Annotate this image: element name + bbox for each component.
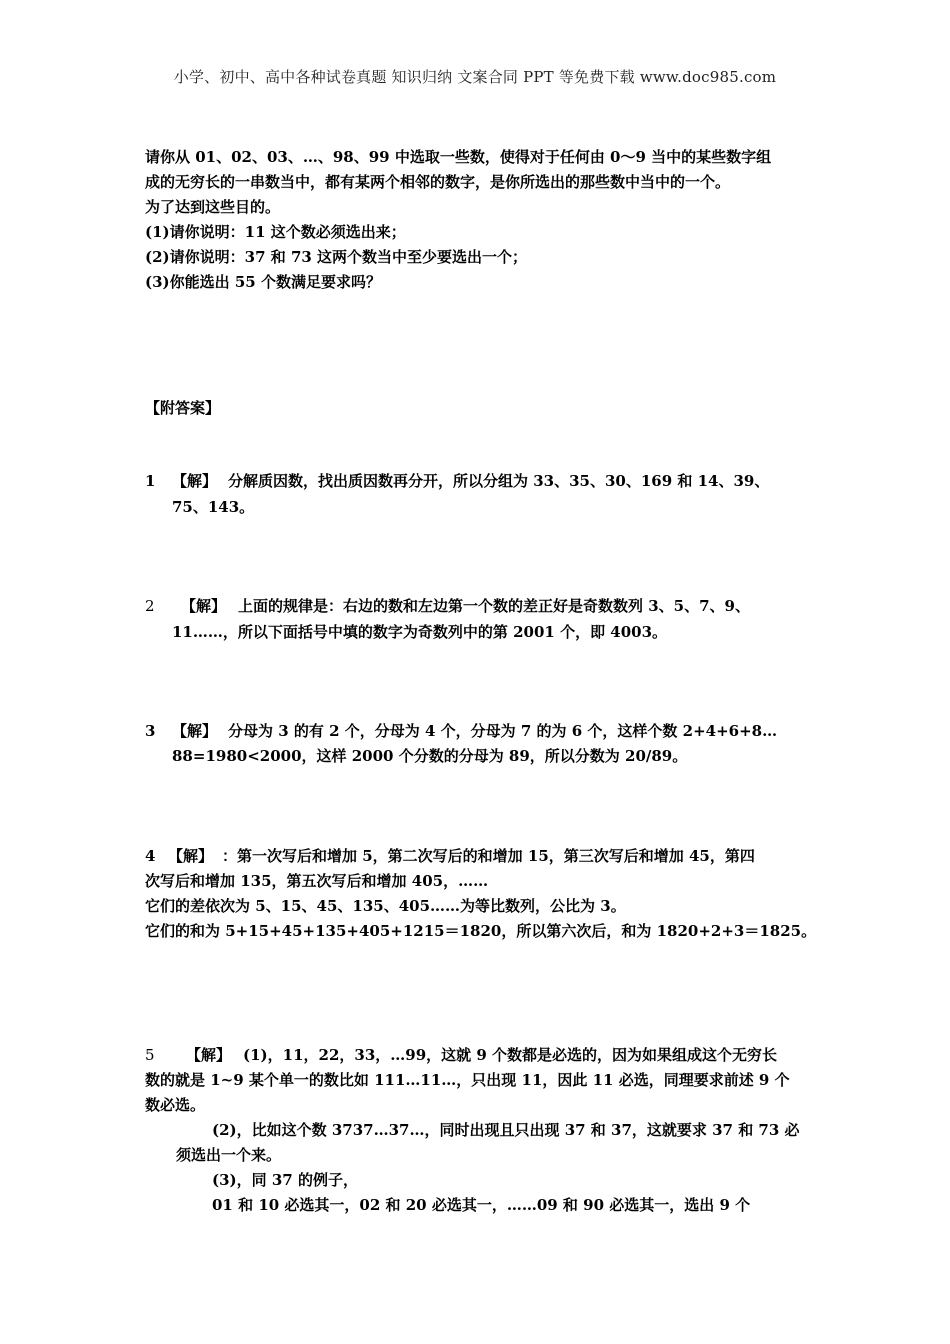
question-line: (2)请你说明：37 和 73 这两个数当中至少要选出一个；: [145, 248, 528, 266]
answer-tag: 【解】: [181, 597, 227, 615]
answer-tag: 【解】: [168, 847, 214, 865]
answers-title: 【附答案】: [145, 399, 221, 417]
answer-number: 3: [145, 722, 156, 740]
question-line: 为了达到这些目的。: [145, 198, 281, 216]
answer-number: 1: [145, 472, 156, 490]
answer-line: 它们的和为 5+15+45+135+405+1215＝1820，所以第六次后，和为 1820+2+3＝1825。: [145, 922, 817, 940]
answer-line: 75、143。: [172, 498, 255, 516]
answer-line: 它们的差依次为 5、15、45、135、405……为等比数列，公比为 3。: [145, 897, 626, 915]
answer-line: (3)，同 37 的例子，: [212, 1171, 358, 1189]
answer-line: 上面的规律是：右边的数和左边第一个数的差正好是奇数数列 3、5、7、9、: [238, 597, 750, 615]
answer-line: 01 和 10 必选其一，02 和 20 必选其一，……09 和 90 必选其一，选出 9 个: [212, 1196, 751, 1214]
answer-number: 5: [145, 1046, 155, 1064]
answer-line: (2)，比如这个数 3737…37…，同时出现且只出现 37 和 37，这就要求 37 和 73 必: [212, 1121, 800, 1139]
answer-line: (1)，11，22，33，…99，这就 9 个数都是必选的，因为如果组成这个无穷长: [243, 1046, 778, 1064]
question-line: (3)你能选出 55 个数满足要求吗？: [145, 273, 381, 291]
answer-line: 分母为 3 的有 2 个，分母为 4 个，分母为 7 的为 6 个，这样个数 2+4+6+8…: [228, 722, 778, 740]
answer-line: 分解质因数，找出质因数再分开，所以分组为 33、35、30、169 和 14、39、: [228, 472, 770, 490]
answer-line: 须选出一个来。: [176, 1146, 282, 1164]
answer-line: 数的就是 1~9 某个单一的数比如 111…11…，只出现 11，因此 11 必选，同理要求前述 9 个: [145, 1071, 790, 1089]
answer-line: 88=1980<2000，这样 2000 个分数的分母为 89，所以分数为 20/89。: [172, 747, 688, 765]
answer-number: 4: [145, 847, 156, 865]
question-line: (1)请你说明：11 这个数必须选出来；: [145, 223, 406, 241]
answer-tag: 【解】: [172, 472, 218, 490]
answer-number: 2: [145, 597, 155, 615]
page-header: 小学、初中、高中各种试卷真题 知识归纳 文案合同 PPT 等免费下载 www.doc985.com: [173, 68, 777, 86]
question-line: 成的无穷长的一串数当中，都有某两个相邻的数字，是你所选出的那些数中当中的一个。: [145, 173, 731, 191]
answer-tag: 【解】: [172, 722, 218, 740]
answer-tag: 【解】: [186, 1046, 232, 1064]
answer-line: 11……，所以下面括号中填的数字为奇数列中的第 2001 个，即 4003。: [172, 623, 668, 641]
question-line: 请你从 01、02、03、…、98、99 中选取一些数，使得对于任何由 0～9 当中的某些数字组: [145, 148, 772, 166]
answer-line: 数必选。: [145, 1096, 206, 1114]
answer-line: 次写后和增加 135，第五次写后和增加 405，……: [145, 872, 489, 890]
answer-line: ：第一次写后和增加 5，第二次写后的和增加 15，第三次写后和增加 45，第四: [222, 847, 755, 865]
